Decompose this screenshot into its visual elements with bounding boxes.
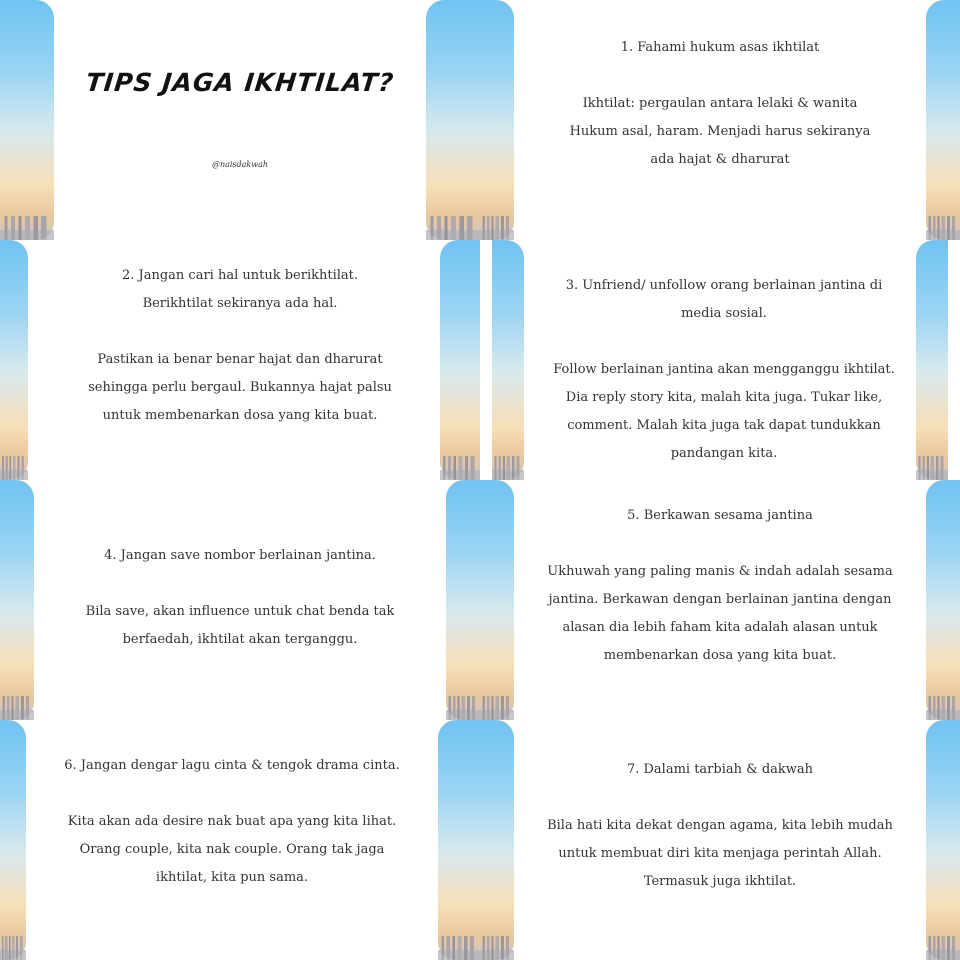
sky-strip-right [426,0,480,240]
city-skyline [492,446,524,480]
city-skyline [0,686,34,720]
sky-strip-left [0,240,28,480]
tip-slide-1 [480,0,960,240]
sky-strip-left [480,0,514,240]
tip-heading: 6. Jangan dengar lagu cinta & tengok drama cinta. [64,758,400,773]
sky-strip-left [492,240,524,480]
tip-body-line: Dia reply story kita, malah kita juga. Tukar like, [565,390,883,405]
city-skyline [426,206,480,240]
tip-heading: 3. Unfriend/ unfollow orang berlainan jantina di [565,278,883,293]
tip-text [48,752,416,892]
city-skyline [0,926,26,960]
sky-strip-left [0,0,54,240]
tip-body-line: Hukum asal, haram. Menjadi harus sekiranya [569,124,871,139]
city-skyline [916,446,948,480]
sky-strip-right [926,480,960,720]
tip-heading: 4. Jangan save nombor berlainan jantina. [104,548,376,563]
city-skyline [438,926,480,960]
tip-slide-4 [0,480,480,720]
tip-body-line: Ukhuwah yang paling manis & indah adalah sesama [547,564,893,579]
sky-strip-right [926,0,960,240]
tip-slide-6 [0,720,480,960]
city-skyline [440,446,480,480]
tip-text [540,34,900,174]
tip-body-line: ada hajat & dharurat [650,152,790,167]
tip-body-line: Orang couple, kita nak couple. Orang tak jaga [79,842,385,857]
tip-text [60,262,420,430]
spacer [540,530,900,558]
city-skyline [480,926,514,960]
city-skyline [926,206,960,240]
cover-title: TIPS JAGA IKHTILAT? [84,68,396,97]
spacer [540,62,900,90]
tip-heading: 2. Jangan cari hal untuk berikhtilat. [121,268,359,283]
tip-text [540,502,900,670]
city-skyline [480,206,514,240]
city-skyline [926,686,960,720]
tip-slide-7 [480,720,960,960]
tip-heading: 7. Dalami tarbiah & dakwah [626,762,814,777]
tip-body-line: Ikhtilat: pergaulan antara lelaki & wanita [582,96,858,111]
tip-body-line: sehingga perlu bergaul. Bukannya hajat palsu [88,380,392,395]
tip-text [60,542,420,654]
sky-strip-left [480,720,514,960]
sky-strip-right [446,480,480,720]
tip-body-line: Pastikan ia benar benar hajat dan dharurat [97,352,383,367]
city-skyline [0,206,54,240]
spacer [48,780,416,808]
sky-strip-right [916,240,948,480]
tip-body-line: untuk membuat diri kita menjaga perintah Allah. [558,846,882,861]
tip-body-line: Kita akan ada desire nak buat apa yang kita lihat. [67,814,397,829]
tip-body-line: berfaedah, ikhtilat akan terganggu. [122,632,358,647]
city-skyline [480,686,514,720]
spacer [540,784,900,812]
tip-heading: 1. Fahami hukum asas ikhtilat [620,40,820,55]
tip-body-line: jantina. Berkawan dengan berlainan jantina dengan [548,592,892,607]
tip-body-line: Termasuk juga ikhtilat. [643,874,797,889]
tip-body-line: untuk membenarkan dosa yang kita buat. [102,408,378,423]
city-skyline [0,446,28,480]
tip-body-line: Follow berlainan jantina akan mengganggu ikhtilat. [553,362,895,377]
tip-heading: 5. Berkawan sesama jantina [627,508,813,523]
sky-strip-left [480,480,514,720]
tip-body-line: Bila save, akan influence untuk chat benda tak [85,604,395,619]
tip-body-line: ikhtilat, kita pun sama. [155,870,309,885]
tip-heading: Berikhtilat sekiranya ada hal. [142,296,338,311]
sky-strip-left [0,720,26,960]
spacer [544,328,904,356]
tip-heading: media sosial. [681,306,767,321]
tip-text [540,756,900,896]
tip-slide-2 [0,240,480,480]
city-skyline [446,686,480,720]
tip-body-line: comment. Malah kita juga tak dapat tundukkan [567,418,881,433]
tip-body-line: pandangan kita. [670,446,778,461]
sky-strip-right [926,720,960,960]
sky-strip-right [438,720,480,960]
spacer [60,318,420,346]
cover-slide [0,0,480,240]
spacer [60,570,420,598]
tip-slide-3 [480,240,960,480]
city-skyline [926,926,960,960]
tip-slide-5 [480,480,960,720]
sky-strip-left [0,480,34,720]
cover-handle: @naisdakwah [211,160,269,169]
tip-body-line: membenarkan dosa yang kita buat. [603,648,837,663]
tip-text [544,272,904,468]
sky-strip-right [440,240,480,480]
tip-body-line: Bila hati kita dekat dengan agama, kita lebih mudah [547,818,893,833]
tip-body-line: alasan dia lebih faham kita adalah alasan untuk [562,620,878,635]
